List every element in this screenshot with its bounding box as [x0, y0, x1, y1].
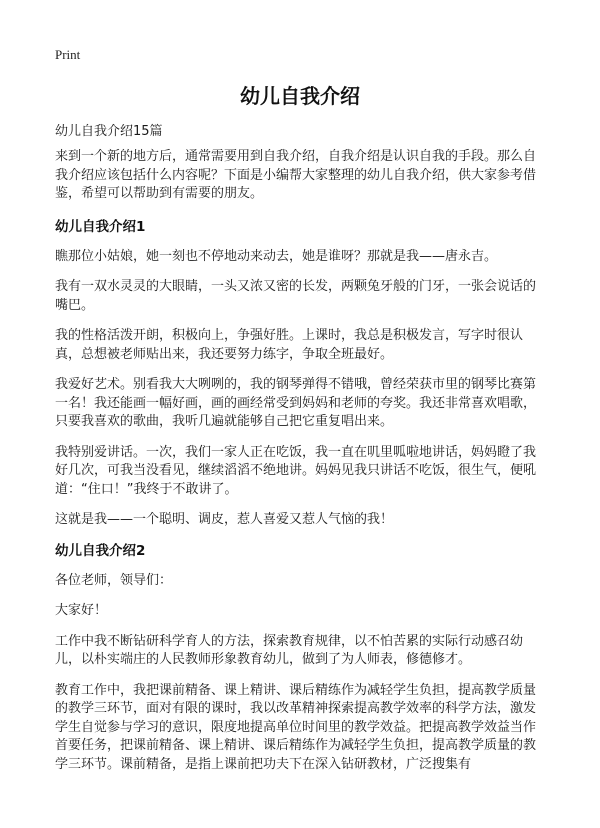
intro-paragraph: 来到一个新的地方后，通常需要用到自我介绍，自我介绍是认识自我的手段。那么自我介绍应该包括什么内容呢？下面是小编帮大家整理的幼儿自我介绍，供大家参考借鉴，希望可以帮助到有需要的朋友。 — [55, 149, 537, 201]
paragraph: 我的性格活泼开朗，积极向上，争强好胜。上课时，我总是积极发言，写字时很认真，总想被老师贴出来，我还要努力练字，争取全班最好。 — [55, 328, 524, 362]
paragraph: 教育工作中，我把课前精备、课上精讲、课后精练作为减轻学生负担，提高教学质量的教学三环节，面对有限的课时，我以改革精神探索提高教学效率的科学方法，激发学生自觉参与学习的意识，限度地提高单位时间里的教学效益。把提高教学效益当作首要任务，把课前精备、课上精讲、课后精练作为减轻学生负担，提高教学质量的教学三环节。课前精备，是指上课前把功夫下在深入钻研教材，广泛搜集有 — [55, 682, 537, 772]
document-title: 幼儿自我介绍 — [240, 84, 360, 108]
paragraph: 工作中我不断钻研科学育人的方法，探索教育规律，以不怕苦累的实际行动感召幼儿，以朴实端庄的人民教师形象教育幼儿，做到了为人师表，修德修才。 — [55, 633, 524, 667]
section-heading: 幼儿自我介绍2 — [55, 542, 146, 559]
paragraph: 各位老师，领导们： — [55, 572, 173, 588]
section-heading: 幼儿自我介绍1 — [55, 218, 146, 235]
paragraph: 大家好！ — [55, 603, 108, 618]
paragraph: 瞧那位小姑娘，她一刻也不停地动来动去，她是谁呀？那就是我——唐永吉。 — [55, 248, 498, 264]
paragraph: 这就是我——一个聪明、调皮，惹人喜爱又惹人气恼的我！ — [55, 512, 394, 527]
paragraph: 我爱好艺术。别看我大大咧咧的，我的钢琴弹得不错哦，曾经荣获市里的钢琴比赛第一名！我还能画一幅好画，画的画经常受到妈妈和老师的夸奖。我还非常喜欢唱歌，只要我喜欢的歌曲，我听几遍就能够自己把它重复唱出来。 — [55, 377, 537, 429]
article-body — [55, 148, 544, 786]
paragraph: 我特别爱讲话。一次，我们一家人正在吃饭，我一直在叽里呱啦地讲话，妈妈瞪了我好几次，可我当没看见，继续滔滔不绝地讲。妈妈见我只讲话不吃饭，很生气，便吼道：“住口！”我终于不敢讲了。 — [55, 444, 537, 497]
paragraph: 我有一双水灵灵的大眼睛，一头又浓又密的长发，两颗兔牙般的门牙，一张会说话的嘴巴。 — [55, 279, 537, 313]
print-link[interactable]: Print — [55, 47, 81, 62]
document-subtitle: 幼儿自我介绍15篇 — [55, 124, 163, 139]
